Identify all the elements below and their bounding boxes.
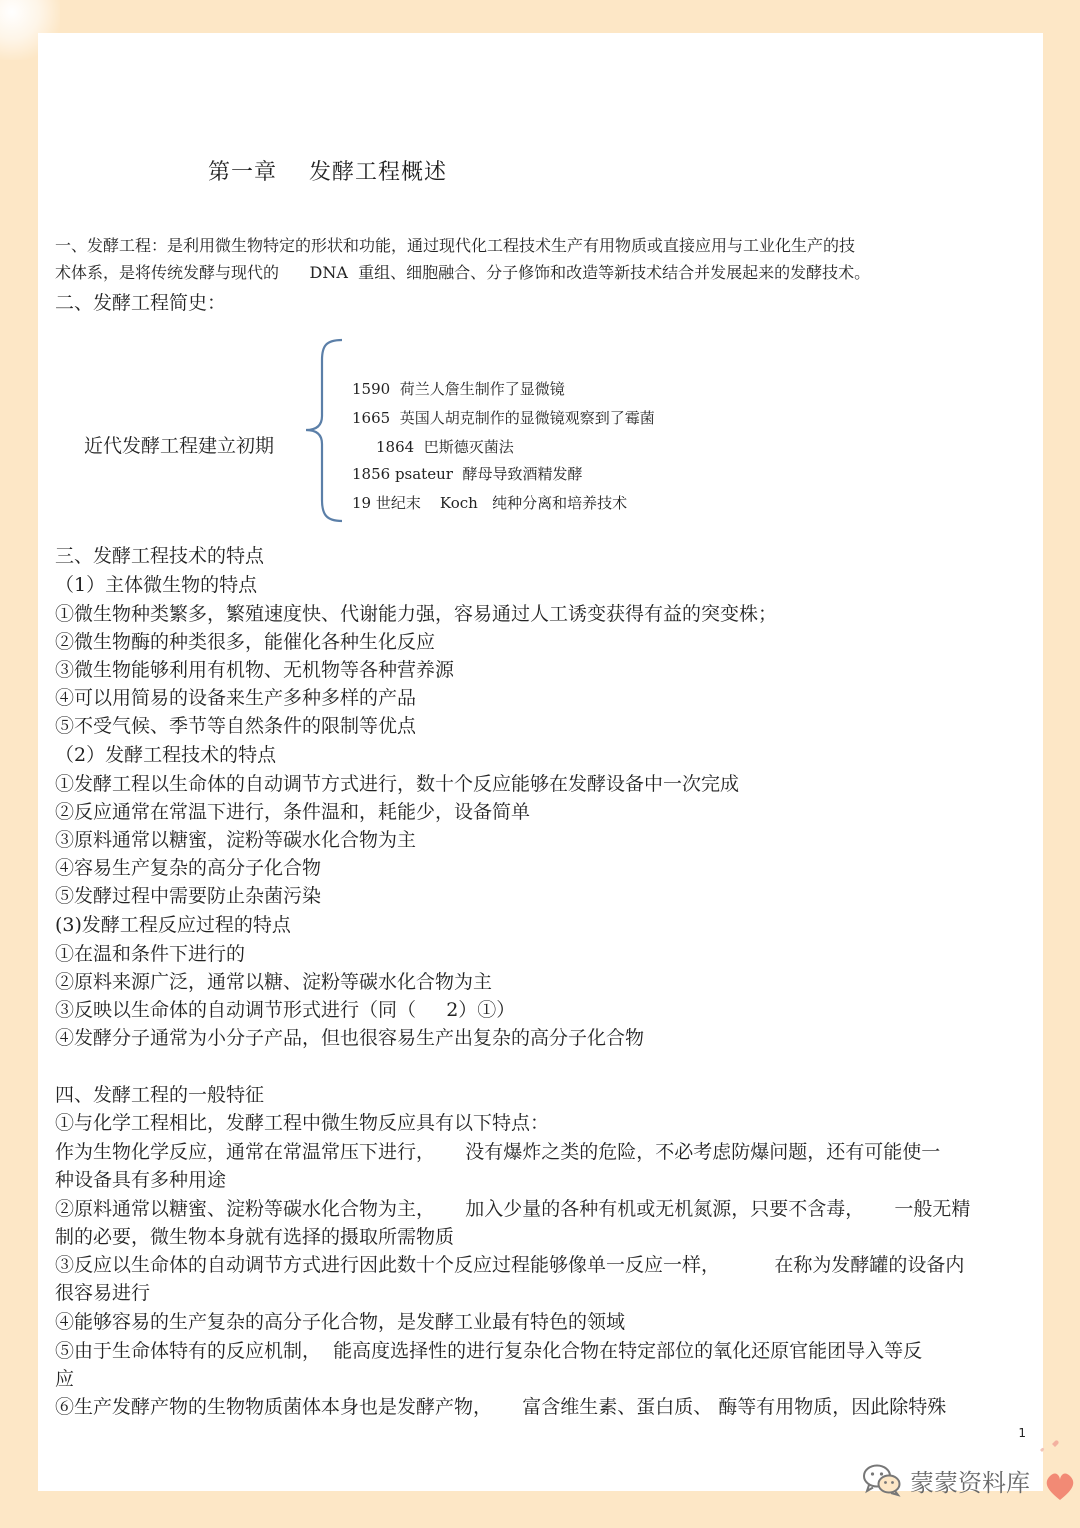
general-line: 种设备具有多种用途: [55, 1169, 227, 1191]
general-line: 应: [55, 1368, 75, 1390]
section2-heading: （2）发酵工程技术的特点: [55, 744, 277, 766]
history-heading: 二、发酵工程简史：: [55, 292, 227, 314]
hearts-decoration-icon: [1030, 1440, 1080, 1520]
general-line: ②原料通常以糖蜜、淀粉等碳水化合物为主， 加入少量的各种有机或无机氮源，只要不含毒， 一般无精: [55, 1198, 971, 1220]
section1-item: ⑤不受气候、季节等自然条件的限制等优点: [55, 715, 417, 737]
general-line: ①与化学工程相比，发酵工程中微生物反应具有以下特点：: [55, 1112, 550, 1134]
general-line: ⑥生产发酵产物的生物物质菌体本身也是发酵产物， 富含维生素、蛋白质、 酶等有用物质，因此除特殊: [55, 1396, 947, 1418]
section1-item: ④可以用简易的设备来生产多种多样的产品: [55, 687, 417, 709]
section3-item: ④发酵分子通常为小分子产品，但也很容易生产出复杂的高分子化合物: [55, 1027, 645, 1049]
general-heading: 四、发酵工程的一般特征: [55, 1084, 265, 1106]
section1-item: ②微生物酶的种类很多，能催化各种生化反应: [55, 631, 436, 653]
general-line: ⑤由于生命体特有的反应机制， 能高度选择性的进行复杂化合物在特定部位的氧化还原官能团导入等反: [55, 1340, 923, 1362]
document-page: [38, 33, 1043, 1491]
history-era-label: 近代发酵工程建立初期: [84, 435, 275, 457]
section3-item: ③反映以生命体的自动调节形式进行（同（ 2）①）: [55, 999, 516, 1021]
general-line: ④能够容易的生产复杂的高分子化合物，是发酵工业最有特色的领域: [55, 1311, 626, 1333]
curly-brace-icon: [300, 338, 346, 523]
page-number: 1: [1018, 1426, 1026, 1440]
definition-line-1: 一、发酵工程：是利用微生物特定的形状和功能，通过现代化工程技术生产有用物质或直接应用与工业化生产的技: [55, 236, 856, 255]
history-item: 1856 psateur 酵母导致酒精发酵: [352, 465, 583, 483]
general-line: 制的必要，微生物本身就有选择的摄取所需物质: [55, 1226, 455, 1248]
definition-line-2: 术体系，是将传统发酵与现代的 DNA 重组、细胞融合、分子修饰和改造等新技术结合并发展起来的发酵技术。: [55, 263, 871, 282]
history-item: 1864 巴斯德灭菌法: [376, 438, 514, 456]
history-item: 1665 英国人胡克制作的显微镜观察到了霉菌: [352, 409, 655, 427]
history-item: 19 世纪末 Koch 纯种分离和培养技术: [352, 494, 628, 512]
features-heading: 三、发酵工程技术的特点: [55, 545, 265, 567]
general-line: 作为生物化学反应，通常在常温常压下进行， 没有爆炸之类的危险，不必考虑防爆问题，还有可能使一: [55, 1141, 941, 1163]
section3-item: ①在温和条件下进行的: [55, 943, 246, 965]
section1-item: ①微生物种类繁多，繁殖速度快、代谢能力强，容易通过人工诱变获得有益的突变株；: [55, 603, 778, 625]
watermark: [862, 1460, 1030, 1500]
section2-item: ⑤发酵过程中需要防止杂菌污染: [55, 885, 322, 907]
section1-heading: （1）主体微生物的特点: [55, 574, 258, 596]
section2-item: ②反应通常在常温下进行，条件温和，耗能少，设备简单: [55, 801, 531, 823]
general-line: ③反应以生命体的自动调节方式进行因此数十个反应过程能够像单一反应一样， 在称为发酵罐的设备内: [55, 1254, 965, 1276]
general-line: 很容易进行: [55, 1282, 151, 1304]
section1-item: ③微生物能够利用有机物、无机物等各种营养源: [55, 659, 455, 681]
section3-heading: (3)发酵工程反应过程的特点: [55, 914, 291, 936]
watermark-text: 蒙蒙资料库: [910, 1468, 1030, 1497]
section2-item: ④容易生产复杂的高分子化合物: [55, 857, 322, 879]
section2-item: ①发酵工程以生命体的自动调节方式进行，数十个反应能够在发酵设备中一次完成: [55, 773, 740, 795]
chapter-title: 第一章 发酵工程概述: [208, 160, 447, 185]
section2-item: ③原料通常以糖蜜，淀粉等碳水化合物为主: [55, 829, 417, 851]
history-item: 1590 荷兰人詹生制作了显微镜: [352, 380, 565, 398]
wechat-icon: [862, 1463, 902, 1497]
section3-item: ②原料来源广泛，通常以糖、淀粉等碳水化合物为主: [55, 971, 493, 993]
